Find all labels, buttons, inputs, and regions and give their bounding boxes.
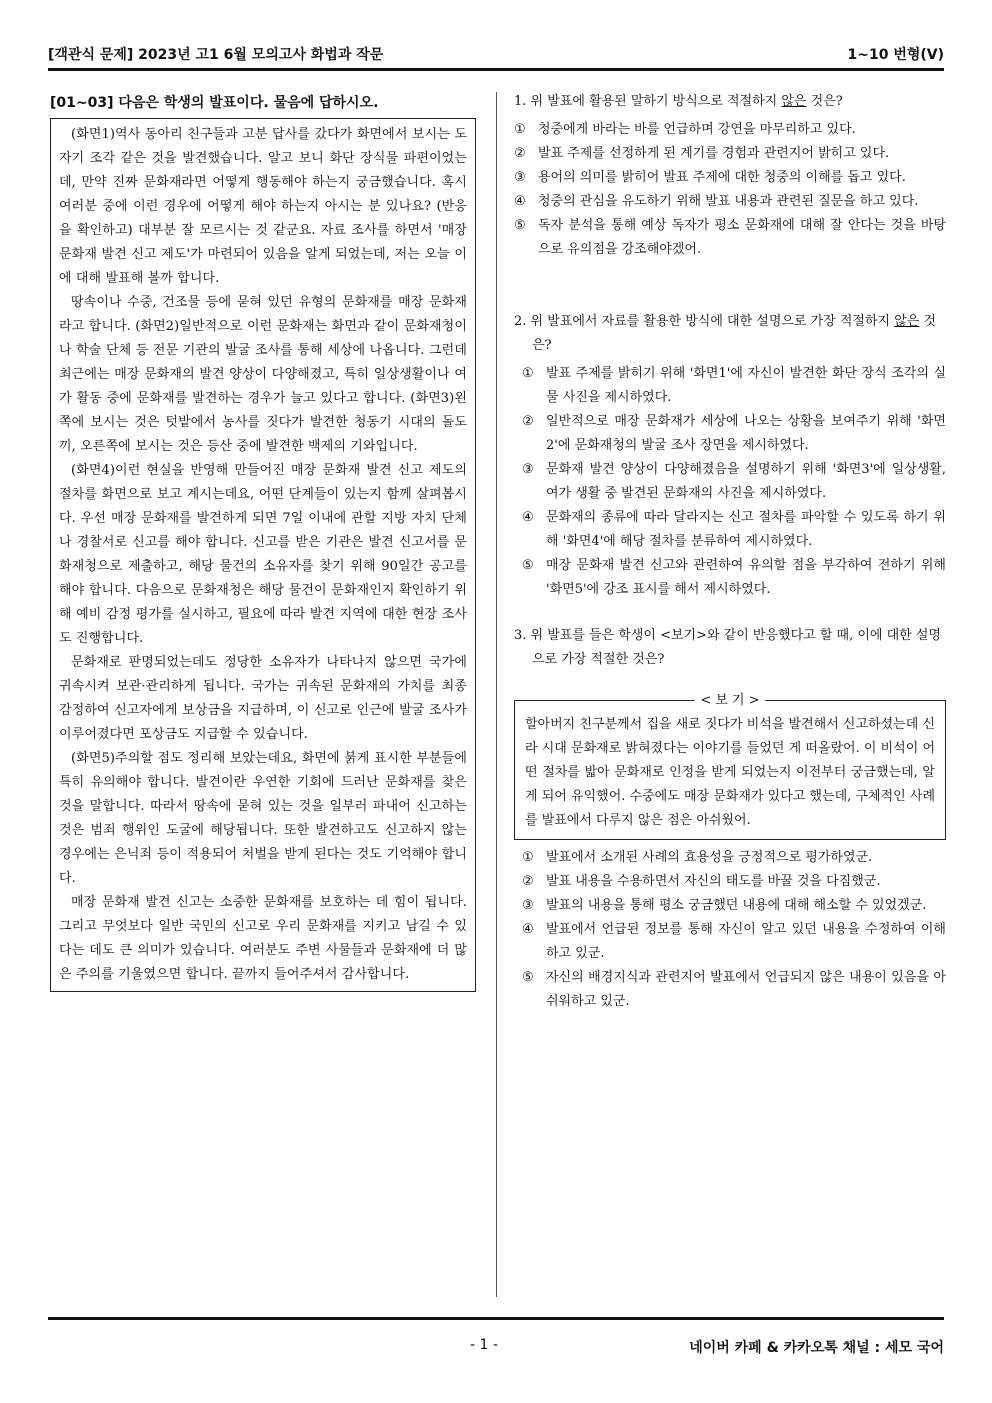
answer-options: [514, 846, 946, 1014]
bogi-title: < 보 기 >: [694, 689, 765, 713]
channel-credit: 네이버 카페 & 카카오톡 채널 : 세모 국어: [689, 1340, 944, 1356]
top-rule: [48, 68, 944, 71]
answer-option[interactable]: ① 청중에게 바라는 바를 언급하며 강연을 마무리하고 있다.: [514, 122, 856, 137]
presentation-passage: [50, 118, 476, 992]
answer-option[interactable]: ③ 용어의 의미를 밝히어 발표 주제에 대한 청중의 이해를 돕고 있다.: [514, 170, 906, 185]
passage-paragraph: (화면5)주의할 점도 정리해 보았는데요, 화면에 붉게 표시한 부분들에 특히 유의해야 합니다. 발견이란 우연한 기회에 드러난 문화재를 찾은 것을 말합니다. 따라서 땅속에 묻혀 있는 것을 일부러 파내어 신고하는 것은 범죄 행위인 도굴에 해당됩니다. 또한 발견하고도 신고하지 않는 경우에는 은닉죄 등이 적용되어 처벌을 받게 된다는 것도 기억해야 합니다.: [59, 751, 467, 886]
answer-options: [514, 362, 946, 602]
answer-option[interactable]: ③ 문화재 발견 양상이 다양해졌음을 설명하기 위해 '화면3'에 일상생활, 여가 생활 중 발견된 문화재의 사진을 제시하였다.: [522, 462, 946, 501]
left-column: [50, 90, 476, 992]
passage-paragraph: (화면4)이런 현실을 반영해 만들어진 매장 문화재 발견 신고 제도의 절차를 화면으로 보고 계시는데요, 어떤 단계들이 있는지 함께 살펴봅시다. 우선 매장 문화재를 발견하게 되면 7일 이내에 관할 지방 자치 단체나 경찰서로 신고를 해야 합니다. 신고를 받은 기관은 발견 신고서를 문화재청으로 제출하고, 해당 물건의 소유자를 찾기 위해 90일간 공고를 해야 합니다. 다음으로 문화재청은 해당 물건이 문화재인지 확인하기 위해 예비 감정 평가를 실시하고, 필요에 따라 발견 지역에 대한 현장 조사도 진행합니다.: [59, 463, 467, 646]
question-1: [514, 90, 946, 262]
passage-paragraph: 땅속이나 수중, 건조물 등에 묻혀 있던 유형의 문화재를 매장 문화재라고 합니다. (화면2)일반적으로 이런 문화재는 화면과 같이 문화재청이나 학술 단체 등 전문 기관의 발굴 조사를 통해 세상에 나옵니다. 그런데 최근에는 매장 문화재의 발견 양상이 다양해졌고, 특히 일상생활이나 여가 활동 중에 문화재를 발견하는 경우가 늘고 있다고 합니다. (화면3)왼쪽에 보시는 것은 텃밭에서 농사를 짓다가 발견한 청동기 시대의 돌도끼, 오른쪽에 보시는 것은 등산 중에 발견한 백제의 기와입니다.: [59, 295, 467, 454]
page-number: - 1 -: [470, 1337, 498, 1353]
answer-option[interactable]: ⑤ 자신의 배경지식과 관련지어 발표에서 언급되지 않은 내용이 있음을 아쉬워하고 있군.: [522, 970, 946, 1009]
answer-option[interactable]: ④ 문화재의 종류에 따라 달라지는 신고 절차를 파악할 수 있도록 하기 위해 '화면4'에 해당 절차를 분류하여 제시하였다.: [522, 510, 946, 549]
passage-paragraph: (화면1)역사 동아리 친구들과 고분 답사를 갔다가 화면에서 보시는 도자기 조각 같은 것을 발견했습니다. 알고 보니 화단 장식물 파편이었는데, 만약 진짜 문화재라면 어떻게 행동해야 하는지 궁금했습니다. 혹시 여러분 중에 이런 경우에 어떻게 해야 하는지 아시는 분 있나요? (반응을 확인하고) 대부분 잘 모르시는 것 같군요. 자료 조사를 하면서 '매장 문화재 발견 신고 제도'가 마련되어 있음을 알게 되었는데, 저는 오늘 이에 대해 발표해 볼까 합니다.: [59, 127, 467, 286]
document-title: [객관식 문제] 2023년 고1 6월 모의고사 화법과 작문: [48, 47, 384, 63]
question-stem: 3. 위 발표를 들은 학생이 <보기>와 같이 반응했다고 할 때, 이에 대한 설명으로 가장 적절한 것은?: [514, 628, 941, 667]
answer-option[interactable]: ② 발표 주제를 선정하게 된 계기를 경험과 관련지어 밝히고 있다.: [514, 146, 890, 161]
column-divider: [496, 92, 497, 1297]
question-stem: 2. 위 발표에서 자료를 활용한 방식에 대한 설명으로 가장 적절하지 않은 것은?: [514, 314, 937, 353]
answer-option[interactable]: ② 발표 내용을 수용하면서 자신의 태도를 바꿀 것을 다짐했군.: [522, 874, 881, 889]
right-column: [514, 90, 946, 1014]
answer-option[interactable]: ④ 청중의 관심을 유도하기 위해 발표 내용과 관련된 질문을 하고 있다.: [514, 194, 919, 209]
question-range: 1~10 번형(V): [847, 47, 944, 63]
answer-options: [514, 118, 946, 262]
answer-option[interactable]: ⑤ 매장 문화재 발견 신고와 관련하여 유의할 점을 부각하여 전하기 위해 '화면5'에 강조 표시를 해서 제시하였다.: [522, 558, 946, 597]
answer-option[interactable]: ① 발표 주제를 밝히기 위해 '화면1'에 자신이 발견한 화단 장식 조각의 실물 사진을 제시하였다.: [522, 366, 946, 405]
answer-option[interactable]: ① 발표에서 소개된 사례의 효용성을 긍정적으로 평가하였군.: [522, 850, 873, 865]
bogi-box: [514, 693, 946, 840]
answer-option[interactable]: ③ 발표의 내용을 통해 평소 궁금했던 내용에 대해 해소할 수 있었겠군.: [522, 898, 927, 913]
answer-option[interactable]: ⑤ 독자 분석을 통해 예상 독자가 평소 문화재에 대해 잘 안다는 것을 바탕으로 유의점을 강조해야겠어.: [514, 218, 946, 257]
question-3: [514, 624, 946, 1014]
answer-option[interactable]: ④ 발표에서 언급된 정보를 통해 자신이 알고 있던 내용을 수정하여 이해하고 있군.: [522, 922, 946, 961]
bottom-rule: [48, 1317, 944, 1320]
passage-paragraph: 문화재로 판명되었는데도 정당한 소유자가 나타나지 않으면 국가에 귀속시켜 보관·관리하게 됩니다. 국가는 귀속된 문화재의 가치를 최종 감정하여 신고자에게 보상금을 지급하며, 이 신고로 인근에 발굴 조사가 이루어졌다면 포상금도 지급할 수 있습니다.: [59, 655, 467, 742]
section-heading: [01~03] 다음은 학생의 발표이다. 물음에 답하시오.: [50, 95, 379, 111]
question-2: [514, 310, 946, 602]
bogi-text: 할아버지 친구분께서 집을 새로 짓다가 비석을 발견해서 신고하셨는데 신라 시대 문화재로 밝혀졌다는 이야기를 들었던 게 떠올랐어. 이 비석이 어떤 절차를 밟아 문화재로 인정을 받게 되었는지 이전부터 궁금했는데, 알게 되어 유익했어. 수중에도 매장 문화재가 있다고 했는데, 구체적인 사례를 발표에서 다루지 않은 점은 아쉬웠어.: [525, 717, 935, 828]
passage-paragraph: 매장 문화재 발견 신고는 소중한 문화재를 보호하는 데 힘이 됩니다. 그리고 무엇보다 일반 국민의 신고로 우리 문화재를 지키고 남길 수 있다는 데도 큰 의미가 있습니다. 여러분도 주변 사물들과 문화재에 더 많은 주의를 기울였으면 합니다. 끝까지 들어주셔서 감사합니다.: [59, 895, 467, 982]
answer-option[interactable]: ② 일반적으로 매장 문화재가 세상에 나오는 상황을 보여주기 위해 '화면2'에 문화재청의 발굴 조사 장면을 제시하였다.: [522, 414, 946, 453]
question-stem: 1. 위 발표에 활용된 말하기 방식으로 적절하지 않은 것은?: [514, 94, 843, 109]
